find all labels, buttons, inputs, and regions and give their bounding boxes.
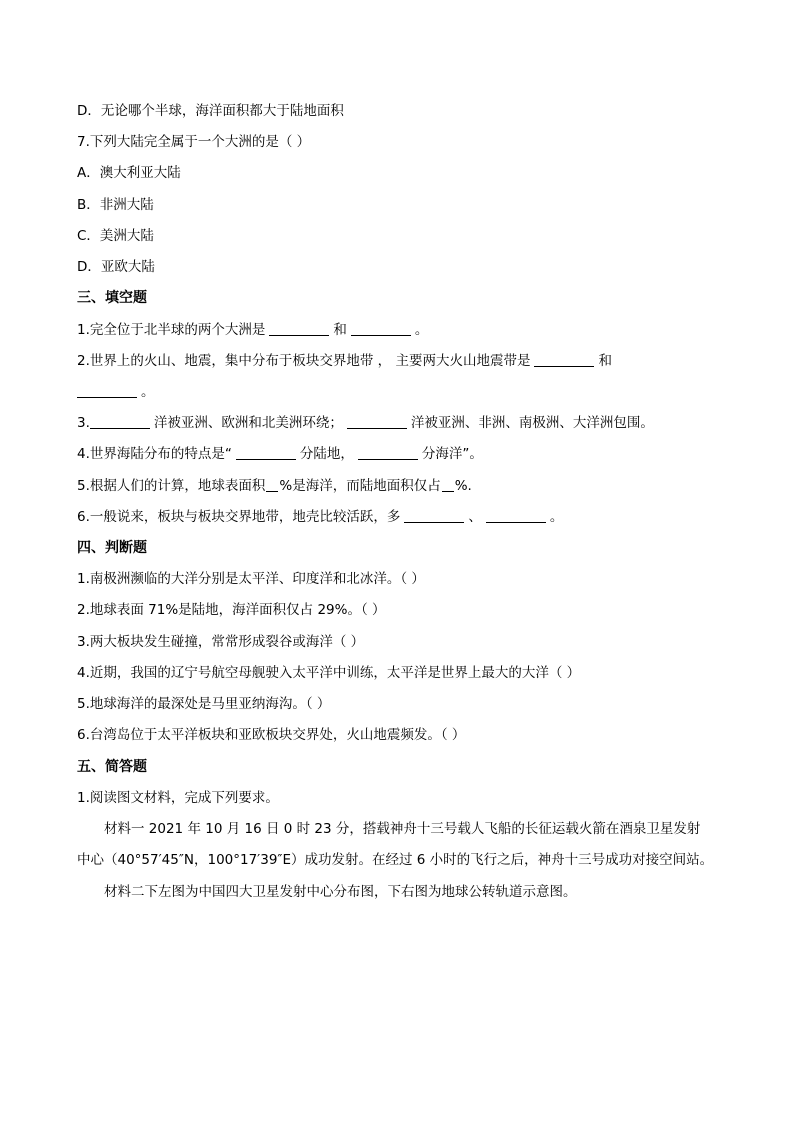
answer-blank[interactable] bbox=[442, 477, 454, 492]
answer-blank[interactable] bbox=[269, 321, 329, 336]
q6-option-d: D．无论哪个半球，海洋面积都大于陆地面积 bbox=[77, 103, 344, 119]
answer-blank[interactable] bbox=[236, 445, 296, 460]
fill-q3: 3. 洋被亚洲、欧洲和北美洲环绕； 洋被亚洲、非洲、南极洲、大洋洲包围。 bbox=[77, 415, 654, 431]
section3-title: 三、填空题 bbox=[77, 290, 147, 306]
fill-q6: 6.一般说来，板块与板块交界地带，地壳比较活跃，多 、 。 bbox=[77, 509, 564, 525]
fill-q1: 1.完全位于北半球的两个大洲是 和 。 bbox=[77, 322, 429, 338]
answer-blank[interactable] bbox=[351, 321, 411, 336]
answer-blank[interactable] bbox=[534, 352, 594, 367]
answer-blank[interactable] bbox=[266, 477, 278, 492]
q7-option-b: B．非洲大陆 bbox=[77, 197, 154, 213]
judge-q3: 3.两大板块发生碰撞，常常形成裂谷或海洋（ ） bbox=[77, 634, 365, 650]
judge-q2: 2.地球表面 71%是陆地，海洋面积仅占 29%。（ ） bbox=[77, 602, 386, 618]
material1-line1: 材料一 2021 年 10 月 16 日 0 时 23 分，搭载神舟十三号载人飞船的长征运载火箭在酒泉卫星发射 bbox=[104, 821, 701, 837]
judge-q1: 1.南极洲濒临的大洋分别是太平洋、印度洋和北冰洋。（ ） bbox=[77, 571, 425, 587]
judge-q6: 6.台湾岛位于太平洋板块和亚欧板块交界处，火山地震频发。（ ） bbox=[77, 727, 466, 743]
answer-blank[interactable] bbox=[347, 414, 407, 429]
fill-q4: 4.世界海陆分布的特点是“ 分陆地， 分海洋”。 bbox=[77, 446, 483, 462]
fill-q2: 2.世界上的火山、地震，集中分布于板块交界地带 ， 主要两大火山地震带是 和 bbox=[77, 353, 612, 369]
answer-blank[interactable] bbox=[404, 508, 464, 523]
material2: 材料二下左图为中国四大卫星发射中心分布图，下右图为地球公转轨道示意图。 bbox=[104, 884, 577, 900]
q7-option-c: C．美洲大陆 bbox=[77, 228, 154, 244]
material1-line2: 中心（40°57′45″N，100°17′39″E）成功发射。在经过 6 小时的飞行之后，神舟十三号成功对接空间站。 bbox=[77, 852, 714, 868]
answer-blank[interactable] bbox=[486, 508, 546, 523]
q7-option-a: A．澳大利亚大陆 bbox=[77, 165, 181, 181]
q7-stem: 7.下列大陆完全属于一个大洲的是（ ） bbox=[77, 134, 311, 150]
q7-option-d: D．亚欧大陆 bbox=[77, 259, 155, 275]
answer-blank[interactable] bbox=[358, 445, 418, 460]
answer-blank[interactable] bbox=[77, 383, 137, 398]
judge-q4: 4.近期，我国的辽宁号航空母舰驶入太平洋中训练，太平洋是世界上最大的大洋（ ） bbox=[77, 665, 581, 681]
fill-q2-cont: 。 bbox=[77, 382, 155, 402]
short-answer-q1-stem: 1.阅读图文材料，完成下列要求。 bbox=[77, 790, 279, 806]
judge-q5: 5.地球海洋的最深处是马里亚纳海沟。（ ） bbox=[77, 696, 331, 712]
answer-blank[interactable] bbox=[90, 414, 150, 429]
section4-title: 四、判断题 bbox=[77, 540, 147, 556]
fill-q5: 5.根据人们的计算，地球表面积 %是海洋，而陆地面积仅占 %. bbox=[77, 478, 472, 494]
section5-title: 五、简答题 bbox=[77, 759, 147, 775]
